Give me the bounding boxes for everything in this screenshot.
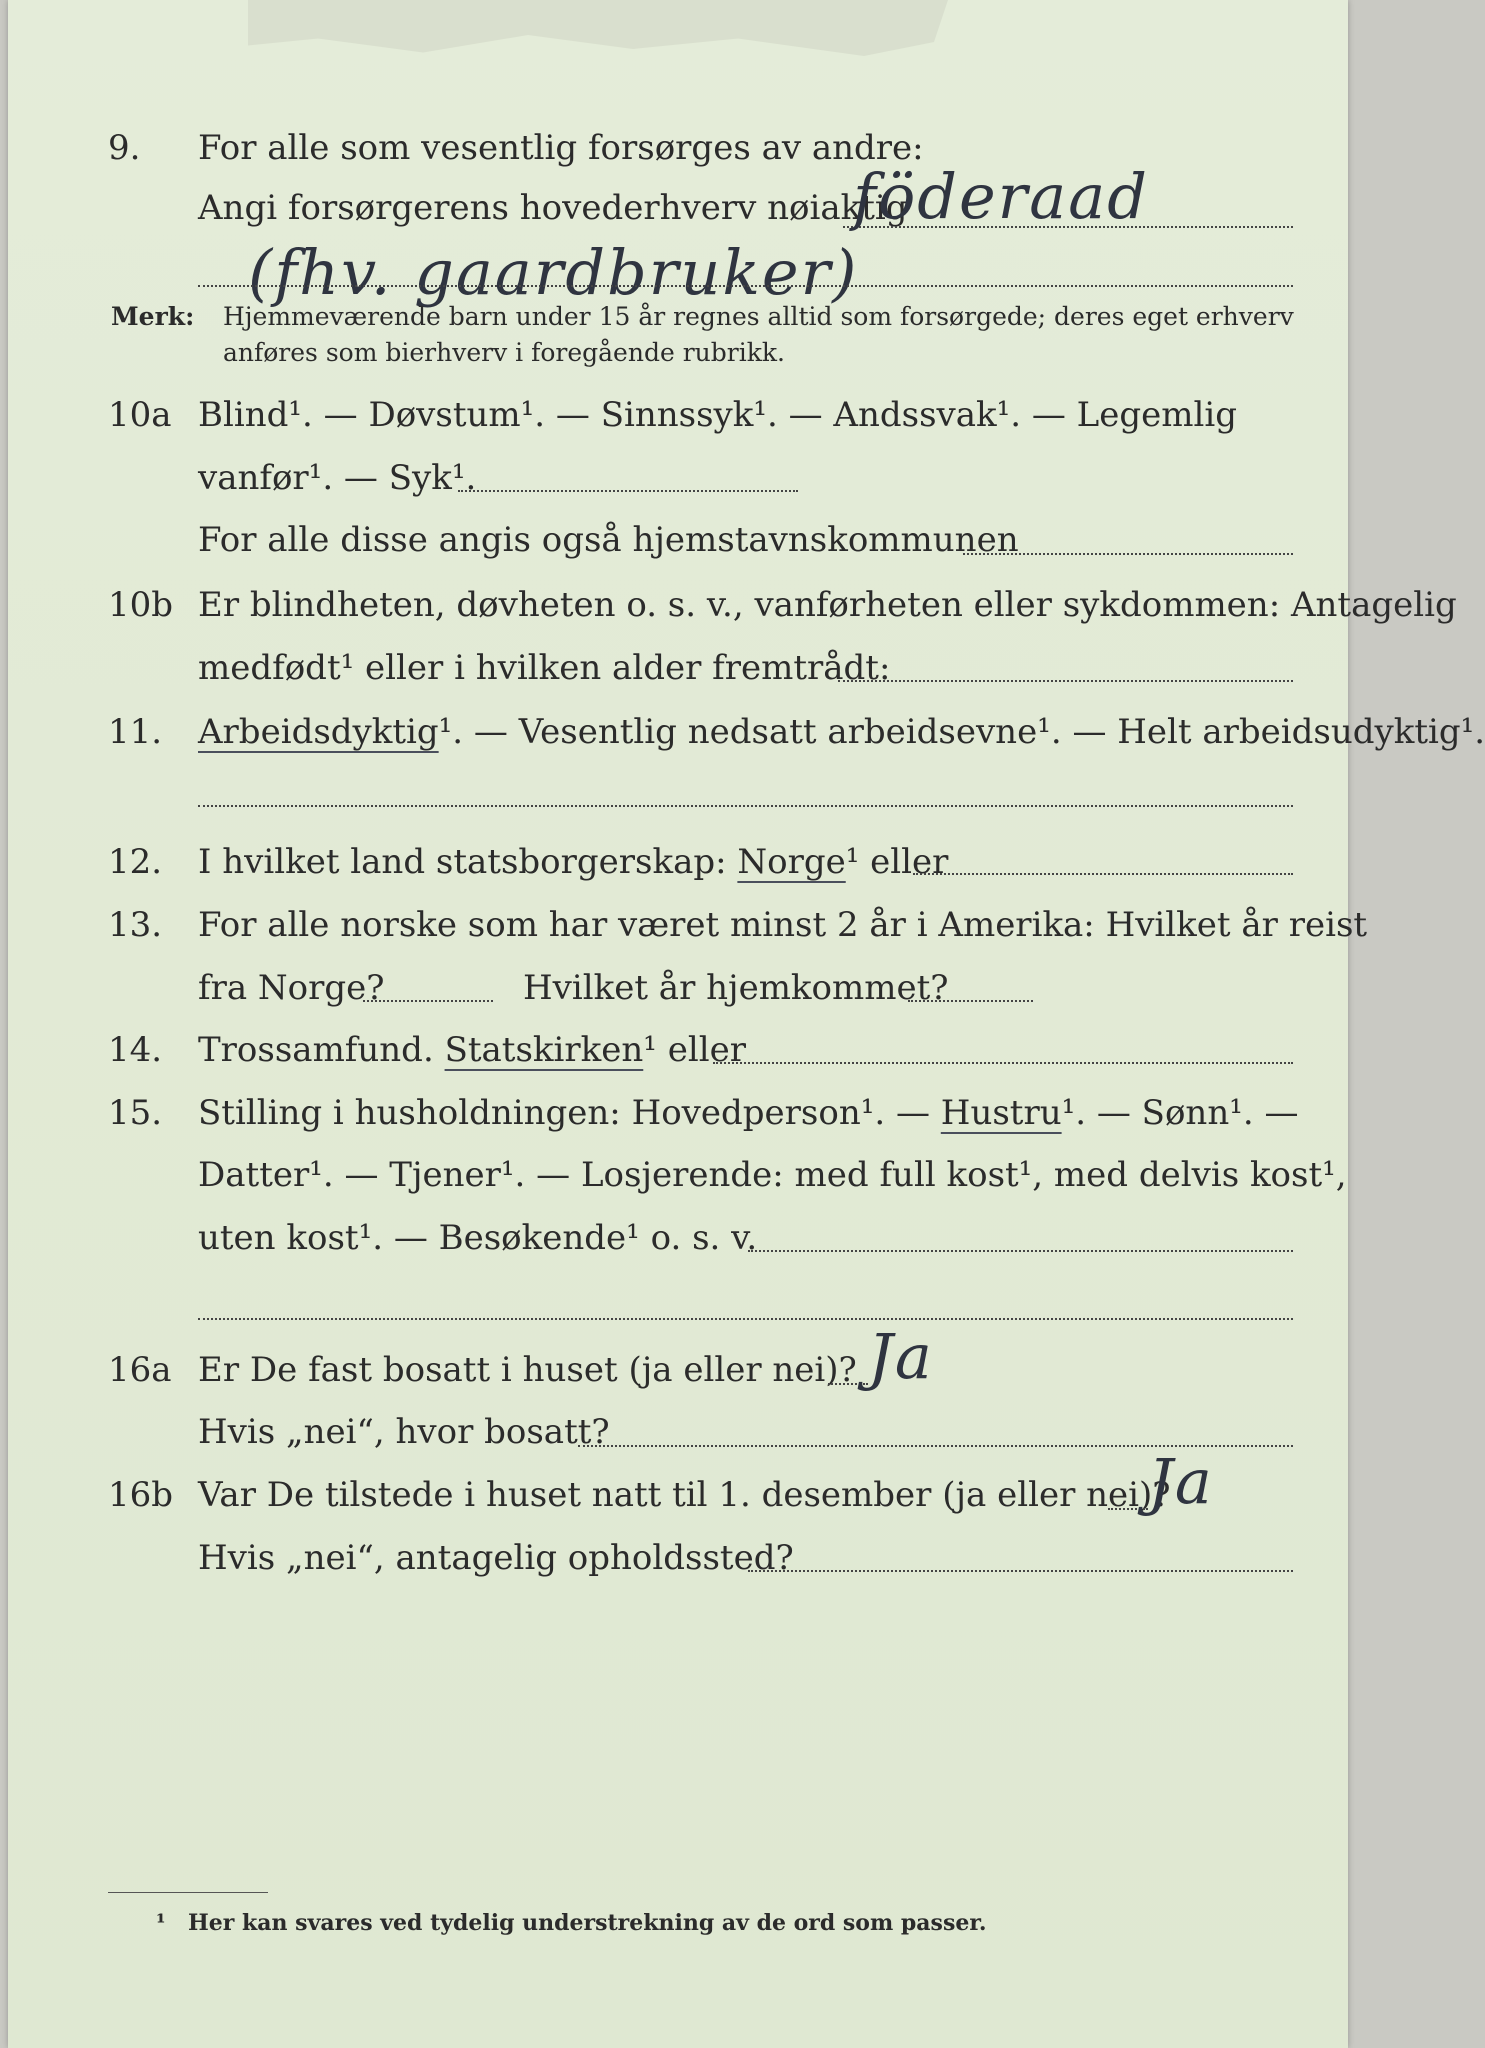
q10b-line2: medfødt¹ eller i hvilken alder fremtrådt:: [198, 648, 891, 688]
q9-number: 9.: [108, 128, 141, 168]
q10a-line3: For alle disse angis også hjemstavnskommunen: [198, 520, 1019, 560]
q16a-line1: Er De fast bosatt i huset (ja eller nei)?: [198, 1350, 857, 1390]
q14-rest: ¹ eller: [643, 1030, 746, 1070]
q9-handwritten-answer1: föderaad: [853, 160, 1149, 233]
q15-fill-extra: [198, 1318, 1293, 1320]
q13-number: 13.: [108, 905, 163, 945]
q14-number: 14.: [108, 1030, 163, 1070]
q13-fill-reist: [363, 1000, 493, 1002]
q16b-fill-opholdssted: [748, 1570, 1293, 1572]
q12-underlined-option: Norge: [737, 842, 846, 882]
q10b-number: 10b: [108, 585, 174, 625]
torn-top-edge: [248, 0, 948, 70]
q15-line2: Datter¹. — Tjener¹. — Losjerende: med full kost¹, med delvis kost¹,: [198, 1155, 1347, 1195]
merk-label: Merk:: [111, 302, 195, 331]
q14-fill: [713, 1062, 1293, 1064]
footnote-rule: [108, 1892, 268, 1893]
q9-line2: Angi forsørgerens hovederhverv nøiaktig: [198, 188, 908, 228]
q14-text: Trossamfund.: [198, 1030, 434, 1070]
q16a-handwritten-answer: Ja: [868, 1320, 934, 1393]
q16a-fill-answer: [828, 1383, 868, 1385]
q16a-line2: Hvis „nei“, hvor bosatt?: [198, 1412, 610, 1452]
census-form-page: [8, 0, 1485, 2048]
q14-underlined-option: Statskirken: [444, 1030, 644, 1070]
q13-line2b: Hvilket år hjemkommet?: [523, 968, 949, 1008]
q15-line1a: Stilling i husholdningen: Hovedperson¹. —: [198, 1093, 930, 1133]
q13-line1: For alle norske som har været minst 2 år i Amerika: Hvilket år reist: [198, 905, 1368, 945]
q9-handwritten-answer2: (fhv. gaardbruker): [248, 236, 859, 309]
q14-line: [198, 1030, 746, 1070]
q11-rest: ¹. — Vesentlig nedsatt arbeidsevne¹. — Helt arbeidsudyktig¹.: [438, 712, 1485, 752]
q12-line: [198, 842, 948, 882]
q16b-line1: Var De tilstede i huset natt til 1. desember (ja eller nei)?: [198, 1475, 1171, 1515]
q15-line3: uten kost¹. — Besøkende¹ o. s. v.: [198, 1218, 758, 1258]
q11-fill: [198, 805, 1293, 807]
q10a-fill-hjemstavn: [963, 553, 1293, 555]
q12-fill: [913, 873, 1293, 875]
q12-number: 12.: [108, 842, 163, 882]
footnote-mark: ¹: [156, 1910, 166, 1936]
q10b-line1: Er blindheten, døvheten o. s. v., vanførheten eller sykdommen: Antagelig: [198, 585, 1457, 625]
q9-line1: For alle som vesentlig forsørges av andre:: [198, 128, 924, 168]
q10a-line1: Blind¹. — Døvstum¹. — Sinnssyk¹. — Andssvak¹. — Legemlig: [198, 395, 1237, 435]
merk-line2: anføres som bierhverv i foregående rubrikk.: [223, 338, 785, 367]
merk-line1: Hjemmeværende barn under 15 år regnes alltid som forsørgede; deres eget erhverv: [223, 302, 1294, 331]
q9-fill-line2: [198, 285, 1293, 287]
q13-fill-hjemkommet: [908, 1000, 1033, 1002]
q15-line1: [198, 1093, 1298, 1133]
q15-line1b: ¹. — Sønn¹. —: [1061, 1093, 1299, 1133]
q11-number: 11.: [108, 712, 163, 752]
q16b-line2: Hvis „nei“, antagelig opholdssted?: [198, 1538, 794, 1578]
q16b-handwritten-answer: Ja: [1148, 1445, 1214, 1518]
q11-line: [198, 712, 1485, 752]
q15-underlined-option: Hustru: [940, 1093, 1062, 1133]
q16a-number: 16a: [108, 1350, 172, 1390]
q12-rest: ¹ eller: [845, 842, 949, 882]
q10a-line2: vanfør¹. — Syk¹.: [198, 458, 477, 498]
q10a-fill-syk: [458, 490, 798, 492]
q15-fill-besokende: [748, 1250, 1293, 1252]
q10b-fill: [838, 680, 1293, 682]
q13-line2a: fra Norge?: [198, 968, 385, 1008]
q16b-fill-answer: [1108, 1508, 1148, 1510]
q16b-number: 16b: [108, 1475, 174, 1515]
q12-text: I hvilket land statsborgerskap:: [198, 842, 727, 882]
footnote-text: Her kan svares ved tydelig understrekning av de ord som passer.: [188, 1910, 987, 1936]
q10a-number: 10a: [108, 395, 172, 435]
q11-underlined-option: Arbeidsdyktig: [198, 712, 439, 752]
q15-number: 15.: [108, 1093, 163, 1133]
